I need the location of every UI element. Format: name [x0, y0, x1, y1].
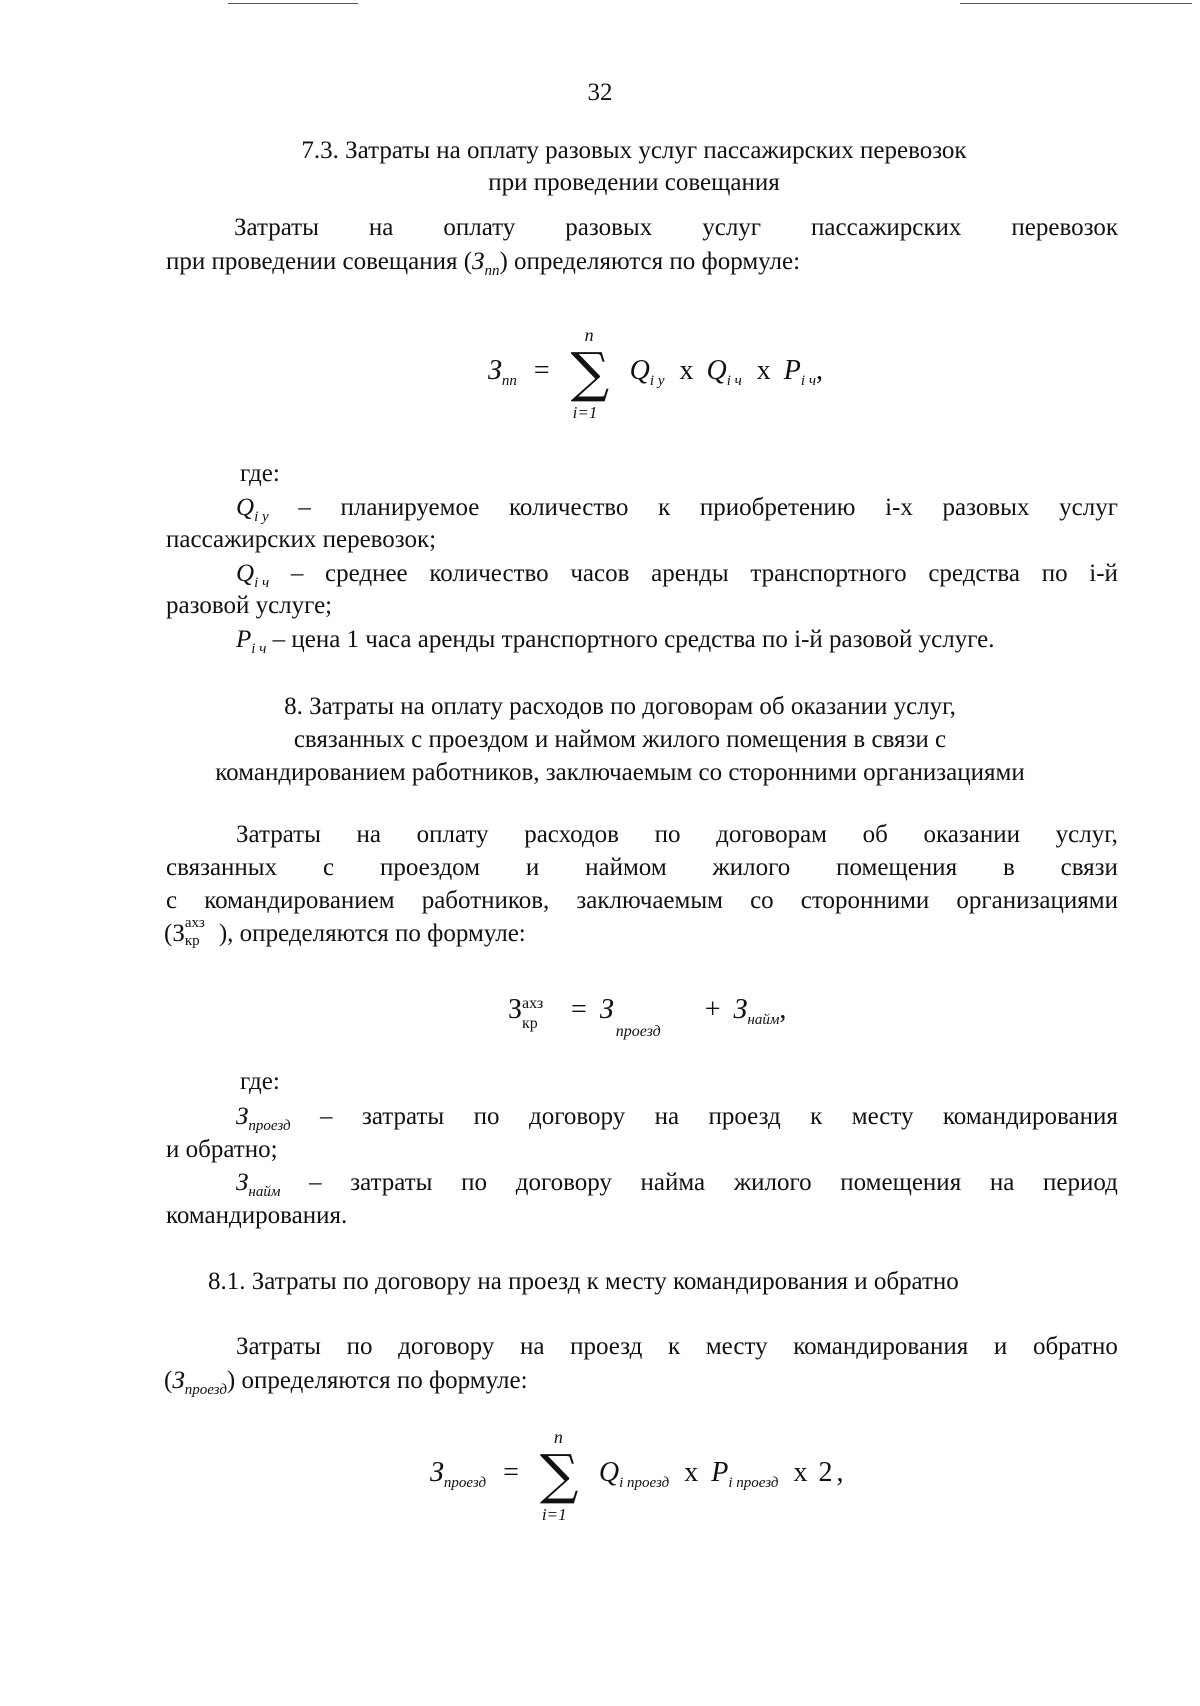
word: об [862, 821, 888, 848]
def-7-3-q-ich-line2: разовой услуге; [166, 592, 333, 619]
word: перевозок [1011, 214, 1118, 241]
word: найма [640, 1169, 706, 1196]
word: часов [570, 560, 630, 587]
def-7-3-q-ich-line1 [236, 558, 1118, 599]
formula-8: З ахз кр = З проезд + $З_{найм}$, [508, 994, 787, 1040]
word: оплату [416, 821, 489, 848]
scan-artifact-line [228, 3, 358, 4]
word: аренды [651, 560, 729, 587]
word: командирования [793, 1333, 969, 1360]
word: договорам [716, 821, 827, 848]
word: количество [429, 560, 549, 587]
page-number: 32 [587, 79, 613, 106]
section-8-1-heading: 8.1. Затраты по договору на проезд к месту командирования и обратно [208, 1268, 959, 1295]
section-8-para-line4: (З ахз кр ), определяются по формуле: [164, 915, 526, 949]
word: на [654, 1103, 680, 1130]
word: Затраты [236, 821, 321, 848]
word: затраты [361, 1103, 445, 1130]
word: работников, [421, 887, 550, 914]
sum-operator: n ∑ i=1 [570, 325, 610, 422]
word: период [1043, 1169, 1118, 1196]
formula-7-3: $З_{пп}$ = n ∑ i=1 $Q_{i у}$ х $Q_{i ч}$ х $P_{i ч}$, [488, 326, 823, 426]
word: командированием [204, 887, 395, 914]
word: организациями [956, 887, 1118, 914]
word: разовых [565, 214, 653, 241]
word: сторонними [800, 887, 930, 914]
word: проезд [708, 1103, 781, 1130]
section-8-heading-line3: командированием работников, заключаемым со сторонними организациями [215, 759, 1025, 786]
word: i-х [885, 494, 913, 521]
word: по [461, 1169, 488, 1196]
word: месту [851, 1103, 914, 1130]
word: транспортного [750, 560, 907, 587]
where-label: где: [240, 460, 280, 487]
formula-8-1: $З_{проезд}$ = n ∑ i=1 $Q_{i проезд}$ х $P_{i проезд}$ х 2 , [430, 1428, 843, 1528]
word: Затраты [236, 1333, 321, 1360]
word: обратно [1032, 1333, 1118, 1360]
word: связи [1060, 854, 1118, 881]
section-7-3-para-line1 [234, 212, 1118, 244]
word: к [668, 1333, 681, 1360]
section-8-heading-line2: связанных с проездом и наймом жилого помещения в связи с [293, 726, 947, 753]
word: помещения [840, 1169, 962, 1196]
word: договору [398, 1333, 495, 1360]
word: договору [528, 1103, 626, 1130]
word: с [322, 854, 335, 881]
word: и [525, 854, 540, 881]
section-7-3-para-line2: при проведении совещания $(З_{пп})$ определяются по формуле: [166, 248, 801, 279]
word: заключаемым [576, 887, 723, 914]
word: – [320, 1103, 333, 1130]
word: приобретению [699, 494, 856, 521]
word: проезд [570, 1333, 643, 1360]
word: планируемое [340, 494, 480, 521]
section-8-para-line1 [236, 819, 1118, 851]
formula-lhs: З [430, 1456, 444, 1488]
word: с [166, 887, 178, 914]
section-8-1-para-line2: $(З_{проезд})$ определяются по формуле: [164, 1367, 528, 1398]
section-8-para-line2 [166, 852, 1118, 884]
word: по [473, 1103, 500, 1130]
def-symbol: $Q_{i ч}$ [236, 560, 270, 591]
def-symbol: $З_{найм}$ [236, 1169, 281, 1200]
symbol: З [472, 248, 485, 275]
word: по [1041, 560, 1068, 587]
word: оплату [443, 214, 516, 241]
word: – [298, 494, 311, 521]
def-8-naim-line1 [236, 1167, 1118, 1208]
word: в [1002, 854, 1015, 881]
word: к [658, 494, 671, 521]
where-label: где: [240, 1068, 280, 1095]
word: к [810, 1103, 823, 1130]
word: Затраты [234, 214, 319, 241]
word: оказании [923, 821, 1020, 848]
scan-artifact-line [960, 3, 1192, 4]
def-8-proezd-line2: и обратно; [166, 1136, 278, 1163]
section-8-heading-line1: 8. Затраты на оплату расходов по договорам об оказании услуг, [284, 693, 956, 720]
sum-operator: n ∑ i=1 [539, 1427, 579, 1524]
word: жилого [733, 1169, 812, 1196]
word: разовых [942, 494, 1030, 521]
word: жилого [712, 854, 791, 881]
def-symbol: $З_{проезд}$ [236, 1103, 291, 1134]
word: на [989, 1169, 1015, 1196]
word: – [309, 1169, 322, 1196]
word: услуг [1059, 494, 1118, 521]
def-8-naim-line2: командирования. [166, 1202, 348, 1229]
word: на [368, 214, 394, 241]
word: услуг [702, 214, 762, 241]
word: услуг, [1055, 821, 1118, 848]
word: – [290, 560, 304, 587]
word: по [654, 821, 681, 848]
word: по [346, 1333, 373, 1360]
word: средства [928, 560, 1021, 587]
word: i-й [1089, 560, 1118, 587]
section-7-3-heading-line2: при проведении совещания [488, 169, 780, 196]
section-8-para-line3 [166, 885, 1118, 917]
def-7-3-p-ich: $P_{i ч}$ – цена 1 часа аренды транспортного средства по i-й разовой услуге. [236, 626, 995, 657]
word: месту [705, 1333, 768, 1360]
word: количество [509, 494, 629, 521]
def-symbol: $Q_{i у}$ [236, 494, 269, 525]
def-8-proezd-line1 [236, 1101, 1118, 1142]
symbol: З [172, 920, 185, 947]
word: проездом [379, 854, 481, 881]
word: пассажирских [811, 214, 962, 241]
word: договору [515, 1169, 612, 1196]
word: затраты [350, 1169, 433, 1196]
def-7-3-q-iu-line2: пассажирских перевозок; [166, 526, 437, 553]
section-7-3-heading-line1: 7.3. Затраты на оплату разовых услуг пассажирских перевозок [301, 137, 967, 164]
word: на [519, 1333, 545, 1360]
word: связанных [166, 854, 278, 881]
word: со [750, 887, 774, 914]
word: среднее [324, 560, 408, 587]
section-8-1-para-line1 [236, 1331, 1118, 1363]
symbol: З [172, 1367, 185, 1394]
word: расходов [524, 821, 619, 848]
word: и [993, 1333, 1008, 1360]
word: на [356, 821, 382, 848]
word: командирования [942, 1103, 1118, 1130]
formula-lhs: З [488, 354, 502, 386]
word: помещения [836, 854, 958, 881]
word: наймом [585, 854, 667, 881]
